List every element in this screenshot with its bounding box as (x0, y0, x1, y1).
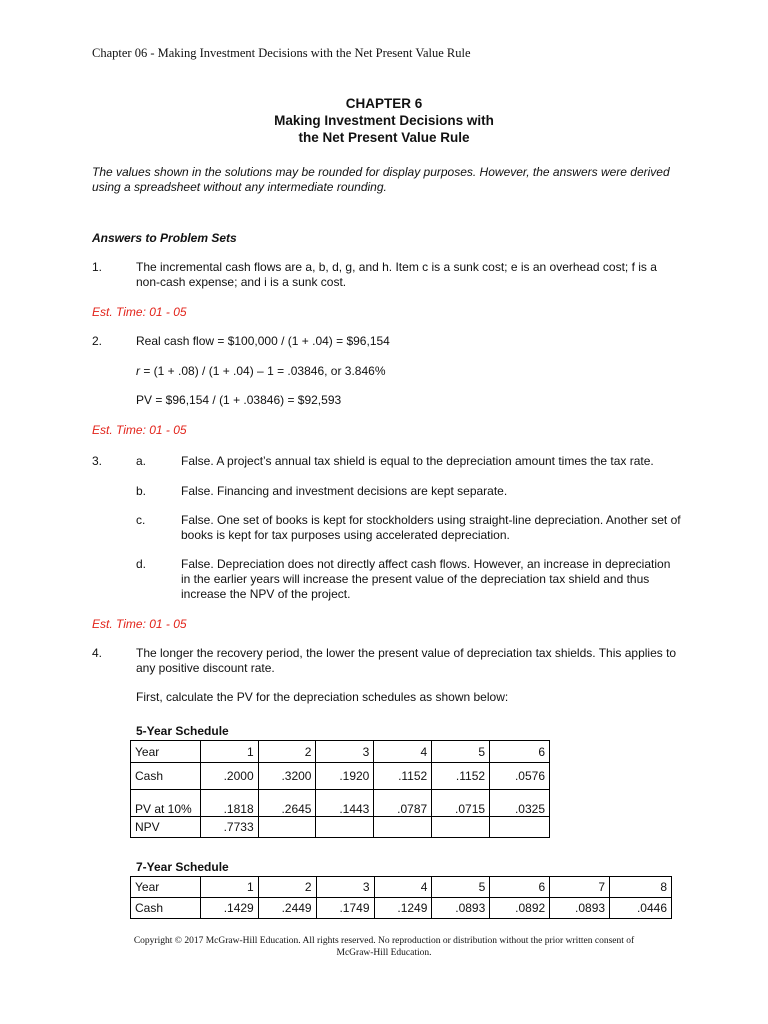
seven-year-schedule-title: 7-Year Schedule (136, 860, 229, 874)
table-cell: .1249 (374, 898, 432, 919)
problem-3c-text: False. One set of books is kept for stockholders using straight-line depreciation. Another set of books is kept for tax purposes using accelerated depreciation. (181, 513, 681, 542)
table-cell: 3 (316, 741, 374, 763)
chapter-title-line-2: the Net Present Value Rule (298, 130, 470, 145)
table-cell: 6 (490, 741, 550, 763)
copyright-line-1: Copyright © 2017 McGraw-Hill Education. All rights reserved. No reproduction or distribution without the prior written consent of (133, 936, 635, 946)
table-row (131, 763, 550, 790)
copyright-line-2: McGraw-Hill Education. (336, 948, 432, 958)
table-cell: 5 (432, 741, 490, 763)
table-cell: 4 (374, 877, 432, 898)
seven-year-schedule-table (130, 876, 672, 919)
table-cell (432, 817, 490, 838)
table-cell: .1443 (316, 790, 374, 817)
table-cell (316, 817, 374, 838)
problem-1-number: 1. (92, 260, 103, 274)
est-time-2: Est. Time: 01 - 05 (92, 423, 187, 437)
problem-3d-letter: d. (136, 557, 147, 571)
row-label: Cash (131, 763, 201, 790)
table-cell: .0893 (550, 898, 610, 919)
table-cell: .0446 (610, 898, 672, 919)
table-row (131, 877, 672, 898)
table-row (131, 898, 672, 919)
running-header: Chapter 06 - Making Investment Decisions with the Net Present Value Rule (92, 46, 471, 60)
row-label: Year (131, 877, 201, 898)
table-cell: .0576 (490, 763, 550, 790)
table-cell: 4 (374, 741, 432, 763)
problem-3b-text: False. Financing and investment decisions are kept separate. (181, 484, 508, 498)
row-label: NPV (131, 817, 201, 838)
problem-3a-text: False. A project’s annual tax shield is equal to the depreciation amount times the tax rate. (181, 454, 654, 468)
table-cell: .2645 (258, 790, 316, 817)
table-cell: .0892 (490, 898, 550, 919)
problem-2-number: 2. (92, 334, 103, 348)
rate-equation: = (1 + .08) / (1 + .04) – 1 = .03846, or 3.846% (140, 364, 386, 378)
five-year-schedule-title: 5-Year Schedule (136, 724, 229, 738)
rate-variable: r (136, 364, 140, 378)
table-cell: .7733 (200, 817, 258, 838)
problem-1-text: The incremental cash flows are a, b, d, g, and h. Item c is a sunk cost; e is an overhead cost; f is a non-cash expense; and i is a sunk cost. (136, 260, 657, 289)
problem-3-number: 3. (92, 454, 103, 468)
table-cell: 2 (258, 877, 316, 898)
problem-4-text-1: The longer the recovery period, the lower the present value of depreciation tax shields. This applies to any positive discount rate. (136, 646, 677, 675)
table-cell: 3 (316, 877, 374, 898)
copyright-footer (0, 935, 768, 959)
section-heading: Answers to Problem Sets (92, 231, 237, 245)
table-cell: .1749 (316, 898, 374, 919)
table-cell: .0787 (374, 790, 432, 817)
problem-2-line-1: Real cash flow = $100,000 / (1 + .04) = $96,154 (136, 334, 390, 348)
table-cell (258, 817, 316, 838)
table-cell: 7 (550, 877, 610, 898)
table-cell: .2449 (258, 898, 316, 919)
table-cell: 1 (200, 877, 258, 898)
problem-3b-letter: b. (136, 484, 147, 498)
chapter-title-line-1: Making Investment Decisions with (274, 113, 494, 128)
problem-3a-letter: a. (136, 454, 147, 468)
table-cell: .0325 (490, 790, 550, 817)
problem-2-line-2 (136, 364, 681, 379)
table-cell: 6 (490, 877, 550, 898)
table-cell: .1152 (374, 763, 432, 790)
rounding-note: The values shown in the solutions may be rounded for display purposes. However, the answers were derived using a spreadsheet without any intermediate rounding. (92, 165, 670, 194)
table-cell (490, 817, 550, 838)
table-row (131, 741, 550, 763)
est-time-3: Est. Time: 01 - 05 (92, 617, 187, 631)
table-row (131, 790, 550, 817)
table-cell: 1 (200, 741, 258, 763)
problem-2-line-3: PV = $96,154 / (1 + .03846) = $92,593 (136, 393, 342, 407)
table-cell: .2000 (200, 763, 258, 790)
problem-4-text-2: First, calculate the PV for the depreciation schedules as shown below: (136, 690, 509, 704)
problem-3c-letter: c. (136, 513, 146, 527)
table-cell: 2 (258, 741, 316, 763)
table-cell: .0893 (432, 898, 490, 919)
row-label: Year (131, 741, 201, 763)
table-cell: .3200 (258, 763, 316, 790)
table-row (131, 817, 550, 838)
table-cell: 8 (610, 877, 672, 898)
problem-4-number: 4. (92, 646, 103, 660)
table-cell (374, 817, 432, 838)
chapter-number: CHAPTER 6 (345, 96, 423, 111)
row-label: Cash (131, 898, 201, 919)
table-cell: .1429 (200, 898, 258, 919)
chapter-title (0, 95, 768, 146)
table-cell: .1818 (200, 790, 258, 817)
problem-3d-text: False. Depreciation does not directly affect cash flows. However, an increase in depreciation in the earlier years will increase the present value of the depreciation tax shield and thus increase the NPV of the project. (181, 557, 671, 601)
table-cell: .1152 (432, 763, 490, 790)
five-year-schedule-table (130, 740, 550, 838)
table-cell: 5 (432, 877, 490, 898)
row-label: PV at 10% (131, 790, 201, 817)
table-cell: .1920 (316, 763, 374, 790)
table-cell: .0715 (432, 790, 490, 817)
est-time-1: Est. Time: 01 - 05 (92, 305, 187, 319)
